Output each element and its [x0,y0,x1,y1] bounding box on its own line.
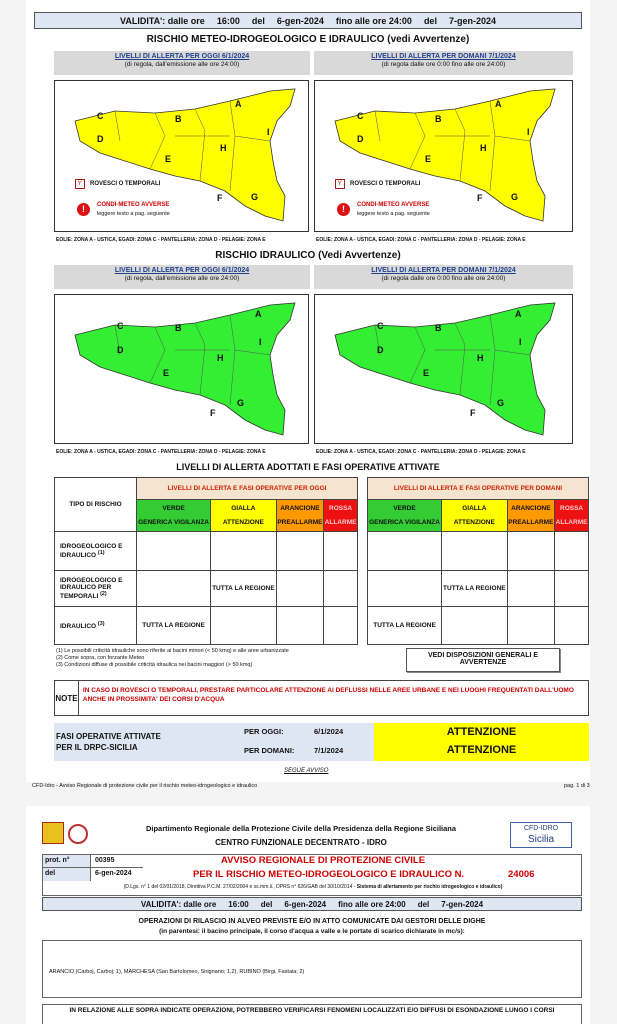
row-label: IDROGEOLOGICO E IDRAULICO PER TEMPORALI $^{(2)}$ [55,570,137,606]
prot-label: prot. n° [43,855,91,868]
page-number: pag. 1 di 3 [564,783,590,789]
zone-i-label: I [259,337,262,347]
rain-icon: ϒ [335,179,345,189]
del-value: 6-gen-2024 [95,870,132,877]
sicily-map-yellow [315,81,572,231]
zone-i-label: I [519,337,522,347]
follows-notice: SEGUE AVVISO [284,768,329,774]
level-yellow: GIALLA ATTENZIONE [211,500,277,532]
phase-tomorrow-date: 7/1/2024 [314,746,344,755]
zone-b-label: B [175,114,182,124]
centre-name: CENTRO FUNZIONALE DECENTRATO - IDRO [215,838,387,847]
zone-g-label: G [251,192,259,202]
cell-today: TUTTA LA REGIONE [137,606,211,644]
zone-g-label: G [511,192,519,202]
zone-d-label: D [357,134,364,144]
cell-tomorrow: TUTTA LA REGIONE [367,606,441,644]
hydro-map-tomorrow [314,294,573,444]
phase-tomorrow-label: PER DOMANI: [244,746,295,755]
zone-f-label: F [477,193,483,203]
phase-today-status: ATTENZIONE [446,726,517,738]
zone-i-label: I [527,127,530,137]
rain-icon: ϒ [75,179,85,189]
sicily-map-yellow [55,81,308,231]
zone-h-label: H [477,353,484,363]
region-crest-icon [42,822,64,844]
hydro-risk-title: RISCHIO IDRAULICO (Vedi Avvertenze) [215,250,401,261]
operating-phases-box [54,723,589,761]
hydro-tomorrow-header: LIVELLI DI ALLERTA PER DOMANI 7/1/2024 (di regola dalle ore 0:00 fino alle ore 24:00) [314,265,573,289]
level-red: ROSSA ALLARME [324,500,358,532]
zone-c-label: C [377,321,384,331]
level-yellow: GIALLA ATTENZIONE [442,500,508,532]
level-orange: ARANCIONE PREALLARME [507,500,555,532]
risk-type-header: TIPO DI RISCHIO [55,478,137,532]
meteo-today-header: LIVELLI DI ALLERTA PER OGGI 6/1/2024 (di regola, dall'emissione alle ore 24:00) [54,51,310,75]
validity-bar: VALIDITA': dalle ore 16:00 del 6-gen-2024 fino alle ore 24:00 del 7-gen-2024 [34,12,582,29]
zone-c-label: C [117,321,124,331]
dam-consequences-text: IN RELAZIONE ALLE SOPRA INDICATE OPERAZIONI, POTREBBERO VERIFICARSI FENOMENI LOCALIZZATI E/O DIFFUSI DI ESONDAZIONE LUNGO I CORSI [42,1004,582,1024]
legend-adverse-sub: leggere testo a pag. seguente [97,211,170,217]
zone-e-label: E [425,154,432,164]
cfd-idro-badge: CFD-IDRO Sicilia [510,822,572,848]
zone-g-label: G [497,398,505,408]
legend-rain: ROVESCI O TEMPORALI [350,181,421,187]
islands-note-right-2: EOLIE: ZONA A - USTICA, EGADI: ZONA C - PANTELLERIA: ZONA D - PELAGIE: ZONA E [316,449,526,455]
prot-value: 00395 [91,855,143,868]
zone-h-label: H [220,143,227,153]
note-text: IN CASO DI ROVESCI O TEMPORALI, PRESTARE PARTICOLARE ATTENZIONE AI DEFLUSSI NELLE AREE URBANE E NEI LUOGHI FREQUENTATI DALL'UOMO ANCHE IN PROSSIMITA' DEI CORSI D'ACQUA [82,687,574,703]
legend-adverse: CONDI-METEO AVVERSE [97,202,170,208]
zone-b-label: B [175,323,182,333]
notice-title-1: AVVISO REGIONALE DI PROTEZIONE CIVILE [220,855,426,866]
zone-f-label: F [470,408,476,418]
meteo-tomorrow-header: LIVELLI DI ALLERTA PER DOMANI 7/1/2024 (di regola dalle ore 0:00 fino alle ore 24:00) [314,51,573,75]
level-red: ROSSA ALLARME [555,500,589,532]
cell-today: TUTTA LA REGIONE [211,570,277,606]
today-levels-header: LIVELLI DI ALLERTA E FASI OPERATIVE PER OGGI [137,478,358,500]
note-box [54,680,589,716]
level-green: VERDE GENERICA VIGILANZA [367,500,441,532]
cell-tomorrow: TUTTA LA REGIONE [442,570,508,606]
sicily-map-green [55,295,308,443]
notice-number: 24006 [508,869,535,880]
zone-d-label: D [377,345,384,355]
hydro-today-header: LIVELLI DI ALLERTA PER OGGI 6/1/2024 (di regola, dall'emissione alle ore 24:00) [54,265,310,289]
islands-note-right: EOLIE: ZONA A - USTICA, EGADI: ZONA C - PANTELLERIA: ZONA D - PELAGIE: ZONA E [316,237,526,243]
zone-e-label: E [165,154,172,164]
alert-levels-table [54,477,589,645]
department-name: Dipartimento Regionale della Protezione Civile della Presidenza della Regione Siciliana [145,824,457,833]
meteo-map-today [54,80,309,232]
page-2 [26,806,590,1024]
dam-operations-box [42,940,582,998]
table-row [55,570,589,606]
note-label: NOTE [55,681,79,715]
warning-icon: ! [77,203,90,216]
notice-title-2: PER IL RISCHIO METEO-IDROGEOLOGICO E IDRAULICO N. [193,869,465,880]
validity-bar-2: VALIDITA': dalle ore 16:00 del 6-gen-2024 fino alle ore 24:00 del 7-gen-2024 [42,897,582,911]
level-orange: ARANCIONE PREALLARME [276,500,324,532]
phase-status [374,723,589,761]
phases-label: FASI OPERATIVE ATTIVATE PER IL DRPC-SICILIA [56,732,161,752]
tomorrow-levels-header: LIVELLI DI ALLERTA E FASI OPERATIVE PER DOMANI [367,478,588,500]
header-box [42,854,582,896]
zone-i-label: I [267,127,270,137]
zone-g-label: G [237,398,245,408]
zone-e-label: E [423,368,430,378]
levels-table-title: LIVELLI DI ALLERTA ADOTTATI E FASI OPERATIVE ATTIVATE [176,462,440,472]
legend-adverse: CONDI-METEO AVVERSE [357,202,430,208]
zone-a-label: A [235,99,242,109]
hydro-map-today [54,294,309,444]
islands-note-left-2: EOLIE: ZONA A - USTICA, EGADI: ZONA C - PANTELLERIA: ZONA D - PELAGIE: ZONA E [56,449,266,455]
table-row [55,532,589,570]
del-label: del [43,868,91,881]
legal-basis: (D.Lgs. n° 1 del 02/01/2018, Direttiva P.C.M. 27/02/2004 e ss.mm.ii., DPRS n° 626/GAB del 30/10/2014 - Sistema di allertamento per rischio idrogeologico e idraulico) [123,884,503,890]
zone-d-label: D [117,345,124,355]
footnotes: (1) Le possibili criticità idrauliche sono riferite ai bacini minori (< 50 kmq) e alle aree urbanizzate (2) Come sopra, con forzante Meteo (3) Condizioni diffuse di possibile criticità idraulica nei bacini maggiori (> 50 kmq) [56,648,289,668]
row-label: IDROGEOLOGICO E IDRAULICO $^{(1)}$ [55,532,137,570]
footer-left: CFD-Idro - Avviso Regionale di protezione civile per il rischio meteo-idrogeologico e idraulico [32,783,258,789]
dam-operations-subtitle: (in parentesi: il bacino principale, il corso d'acqua a valle e le portate di scarico dichiarate in mc/s): [159,928,465,935]
page-1 [26,0,590,789]
dam-operations-title: OPERAZIONI DI RILASCIO IN ALVEO PREVISTE E/O IN ATTO COMUNICATE DAI GESTORI DELLE DIGHE [138,918,486,925]
legend-rain: ROVESCI O TEMPORALI [90,181,161,187]
phase-tomorrow-status: ATTENZIONE [446,744,517,756]
phase-today-date: 6/1/2024 [314,727,344,736]
zone-h-label: H [480,143,487,153]
islands-note-left: EOLIE: ZONA A - USTICA, EGADI: ZONA C - PANTELLERIA: ZONA D - PELAGIE: ZONA E [56,237,266,243]
zone-e-label: E [163,368,170,378]
table-row [55,606,589,644]
zone-a-label: A [495,99,502,109]
zone-f-label: F [217,193,223,203]
dam-operations-text: ARANCIO (Carboj, Carboj; 1), MARCHESA (San Bartolomeo, Sirignano; 1,2), RUBINO (Birgi, Fastaia; 2) [49,969,305,975]
zone-a-label: A [515,309,522,319]
zone-f-label: F [210,408,216,418]
level-green: VERDE GENERICA VIGILANZA [137,500,211,532]
see-general-provisions-button[interactable]: VEDI DISPOSIZIONI GENERALI E AVVERTENZE [406,648,560,672]
zone-d-label: D [97,134,104,144]
zone-c-label: C [97,111,104,121]
zone-b-label: B [435,323,442,333]
meteo-risk-title: RISCHIO METEO-IDROGEOLOGICO E IDRAULICO (vedi Avvertenze) [146,34,470,45]
warning-icon: ! [337,203,350,216]
zone-b-label: B [435,114,442,124]
phase-today-label: PER OGGI: [244,727,284,736]
row-label: IDRAULICO $^{(3)}$ [55,606,137,644]
civil-protection-logo-icon [68,824,88,844]
zone-h-label: H [217,353,224,363]
zone-c-label: C [357,111,364,121]
legend-adverse-sub: leggere testo a pag. seguente [357,211,430,217]
zone-a-label: A [255,309,262,319]
sicily-map-green [315,295,572,443]
meteo-map-tomorrow [314,80,573,232]
